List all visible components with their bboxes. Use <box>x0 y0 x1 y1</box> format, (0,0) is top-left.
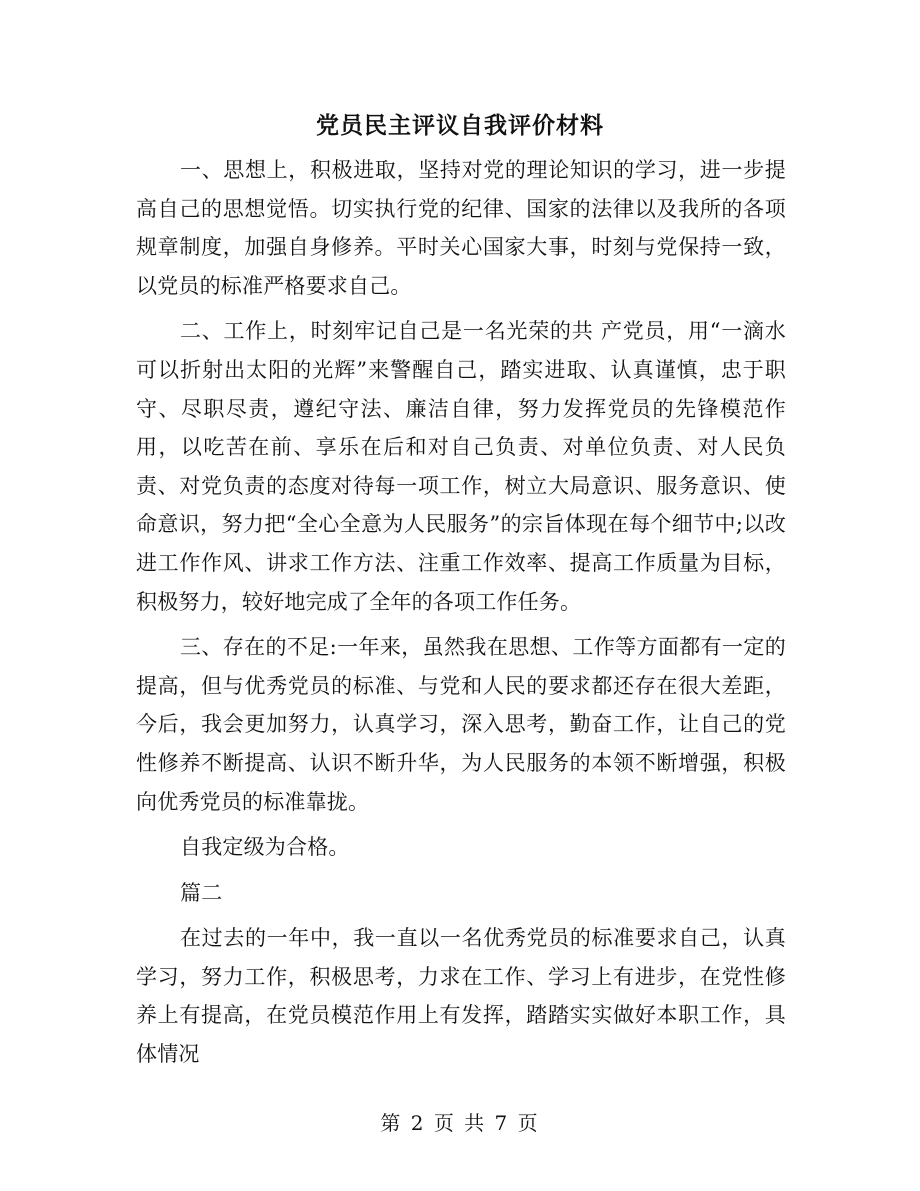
page-number-footer: 第 2 页 共 7 页 <box>380 1111 540 1135</box>
document-body <box>136 151 786 1081</box>
document-title: 党员民主评议自我评价材料 <box>316 112 604 139</box>
paragraph-ideology: 一、思想上，积极进取，坚持对党的理论知识的学习，进一步提高自己的思想觉悟。切实执行党的纪律、国家的法律以及我所的各项规章制度，加强自身修养。平时关心国家大事，时刻与党保持一致，以党员的标准严格要求自己。 <box>136 158 786 298</box>
paragraph-work: 二、工作上，时刻牢记自己是一名光荣的共 产党员，用“一滴水可以折射出太阳的光辉”来警醒自己，踏实进取、认真谨慎，忠于职守、尽职尽责，遵纪守法、廉洁自律，努力发挥党员的先锋模范作用，以吃苦在前、享乐在后和对自己负责、对单位负责、对人民负责、对党负责的态度对待每一项工作，树立大局意识、服务意识、使命意识，努力把“全心全意为人民服务”的宗旨体现在每个细节中;以改进工作作风、讲求工作方法、注重工作效率、提高工作质量为目标，积极努力，较好地完成了全年的各项工作任务。 <box>136 319 786 614</box>
paragraph-shortcomings: 三、存在的不足:一年来，虽然我在思想、工作等方面都有一定的提高，但与优秀党员的标准、与党和人民的要求都还存在很大差距，今后，我会更加努力，认真学习，深入思考，勤奋工作，让自己的党性修养不断提高、认识不断升华，为人民服务的本领不断增强，积极向优秀党员的标准靠拢。 <box>136 635 786 814</box>
paragraph-self-rating: 自我定级为合格。 <box>180 835 350 860</box>
paragraph-part-two-intro: 在过去的一年中，我一直以一名优秀党员的标准要求自己，认真学习，努力工作，积极思考，力求在工作、学习上有进步，在党性修养上有提高，在党员模范作用上有发挥，踏踏实实做好本职工作，具体情况 <box>136 926 786 1067</box>
section-heading-part-two: 篇二 <box>180 880 223 905</box>
